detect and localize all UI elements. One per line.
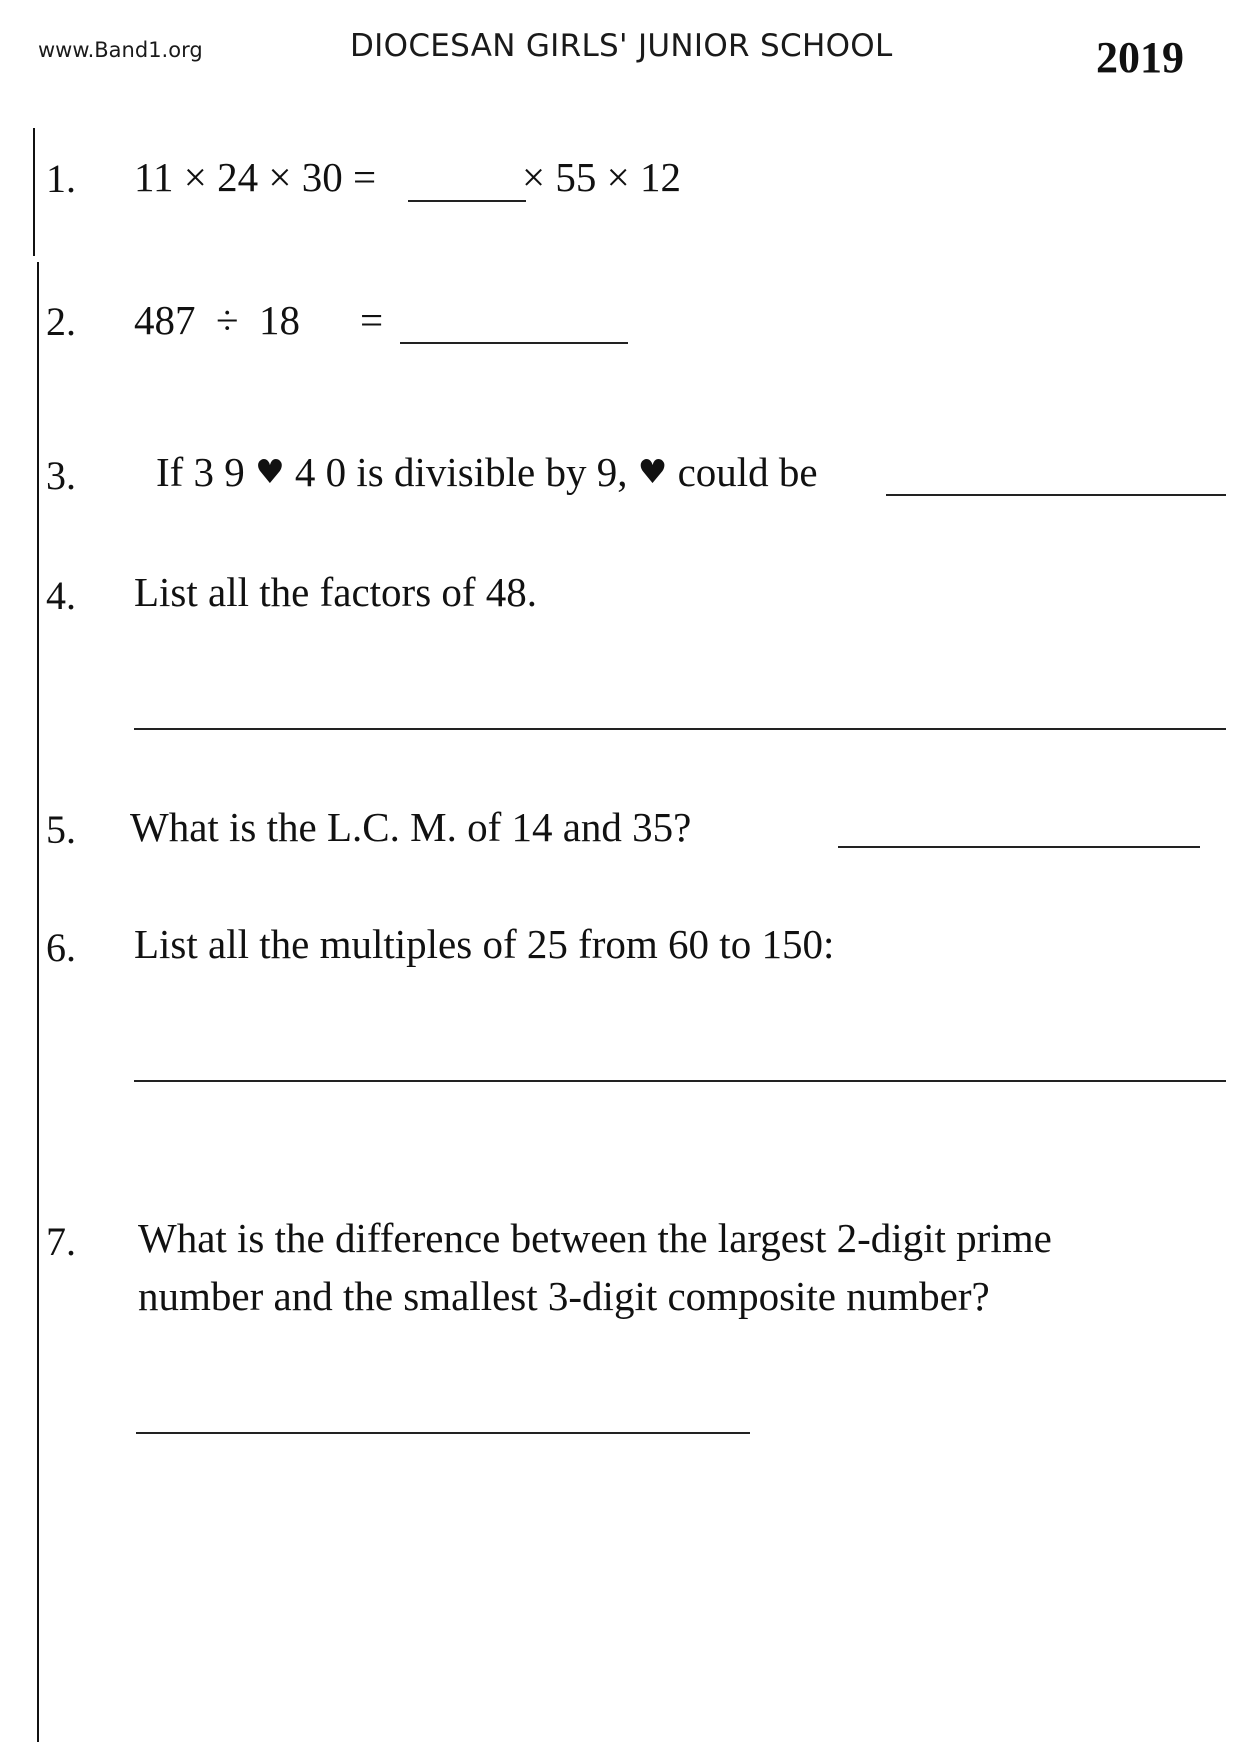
question-7-line-1: What is the difference between the largest 2-digit prime <box>138 1215 1052 1261</box>
question-1-number: 1. <box>46 156 76 201</box>
site-watermark: www.Band1.org <box>38 38 203 62</box>
question-5-number: 5. <box>46 807 76 852</box>
heart-icon: ♥ <box>255 452 285 491</box>
question-7-line-2: number and the smallest 3-digit composite number? <box>138 1273 990 1319</box>
question-6-number: 6. <box>46 925 76 970</box>
question-6-text: List all the multiples of 25 from 60 to 150: <box>134 921 835 967</box>
question-3-text-b: 4 0 is divisible by 9, <box>294 449 628 495</box>
question-3-number: 3. <box>46 453 76 498</box>
margin-line-main <box>37 262 39 1742</box>
question-2-number: 2. <box>46 299 76 344</box>
margin-line-top <box>33 128 35 256</box>
question-3-text-a: If 3 9 <box>156 449 245 495</box>
question-1-text-b: × 55 × 12 <box>522 154 681 200</box>
question-6-answer-blank[interactable] <box>134 1080 1226 1082</box>
question-4-answer-blank[interactable] <box>134 728 1226 730</box>
question-2-text-a: 487 ÷ 18 <box>134 297 301 343</box>
question-2-equals: = <box>360 297 384 343</box>
question-2-answer-blank[interactable] <box>400 342 628 344</box>
heart-icon: ♥ <box>637 452 668 491</box>
exam-year: 2019 <box>1096 33 1184 82</box>
question-1-answer-blank[interactable] <box>408 200 526 202</box>
question-7-answer-blank[interactable] <box>136 1432 750 1434</box>
question-5-text: What is the L.C. M. of 14 and 35? <box>130 804 692 850</box>
question-7-number: 7. <box>46 1219 76 1264</box>
question-3-text-c: could be <box>677 449 818 495</box>
question-4-number: 4. <box>46 573 76 618</box>
question-4-text: List all the factors of 48. <box>134 569 538 615</box>
question-3-text <box>156 448 818 496</box>
question-1-text-a: 11 × 24 × 30 = <box>134 154 377 200</box>
school-name: DIOCESAN GIRLS' JUNIOR SCHOOL <box>350 28 893 64</box>
question-5-answer-blank[interactable] <box>838 846 1200 848</box>
question-3-answer-blank[interactable] <box>886 494 1226 496</box>
